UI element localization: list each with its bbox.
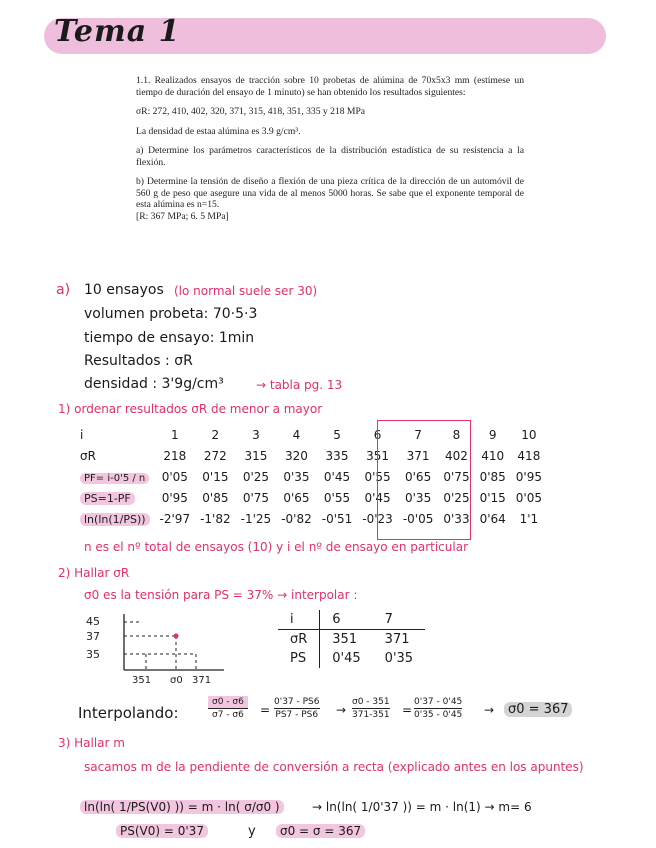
cell: 6 (320, 610, 373, 630)
table-cell: 0'35 (283, 469, 310, 484)
formula-highlight: ln(ln( 1/PS(V0) )) = m · ln( σ/σ0 ) (80, 800, 284, 814)
table-cell: 0'15 (202, 469, 229, 484)
x-tick: 351 (132, 675, 152, 685)
cell: PS (278, 649, 320, 668)
density-line: La densidad de estaa alúmina es 3.9 g/cm³. (136, 125, 301, 137)
cell: 7 (373, 610, 425, 630)
table-cell: 0'95 (515, 469, 542, 484)
row-ps (80, 487, 547, 508)
table-cell: 0'25 (443, 490, 470, 505)
resultados-line: Resultados : σR (84, 353, 193, 369)
row-i (80, 424, 547, 445)
table-cell: 9 (488, 427, 497, 442)
part-a: a) Determine los parámetros característicos de la distribución estadística de su resistencia a la flexión. (136, 145, 524, 168)
a-text: 10 ensayos (84, 282, 164, 298)
table-cell: -0'51 (321, 511, 353, 526)
frac-num: 0'37 - PS6 (274, 697, 320, 707)
table-cell: 4 (292, 427, 301, 442)
answer: [R: 367 MPa; 6. 5 MPa] (136, 210, 229, 222)
table-cell: 0'75 (443, 469, 470, 484)
part-b (136, 176, 524, 222)
pf-formula: PF= i-0'5 / n (80, 473, 149, 484)
cell: σR (278, 630, 320, 650)
frac-den: 371-351 (352, 710, 390, 720)
y-tick: 35 (86, 648, 100, 661)
table-cell: 0'95 (161, 490, 188, 505)
row-label (80, 466, 155, 487)
row-label: i (80, 427, 84, 442)
table-cell: 2 (211, 427, 220, 442)
table-cell: 0'15 (479, 490, 506, 505)
y-tick: 45 (86, 615, 100, 628)
x-tick: σ0 (170, 675, 183, 685)
lnln-formula: ln(ln(1/PS)) (80, 513, 150, 526)
table-cell: 410 (481, 448, 505, 463)
formula-1 (80, 800, 284, 814)
interpolation-graph (84, 610, 234, 685)
cell: 371 (384, 632, 410, 647)
interp-result (504, 702, 572, 717)
table-cell: 0'65 (283, 490, 310, 505)
frac-num: 0'37 - 0'45 (414, 697, 463, 707)
interp-table (278, 610, 425, 668)
s0-highlight: σ0 = σ = 367 (276, 824, 365, 838)
frac-num: σ0 - 351 (352, 697, 390, 707)
table-cell: 8 (452, 427, 461, 442)
a-label: a) (56, 282, 71, 298)
interp-frac-1 (208, 696, 248, 721)
table-cell: 0'85 (202, 490, 229, 505)
tiempo-line: tiempo de ensayo: 1min (84, 330, 255, 346)
interp-frac-2 (274, 696, 320, 721)
table-cell: -0'82 (281, 511, 312, 526)
frac-num: σ0 - σ6 (208, 696, 248, 709)
table-cell: 0'33 (443, 511, 470, 526)
highlight-box (377, 420, 471, 540)
interp-label: Interpolando: (78, 704, 179, 722)
table-cell: 402 (445, 448, 468, 463)
step2: 2) Hallar σR (58, 566, 130, 580)
n-note: n es el nº total de ensayos (10) y i el nº de ensayo en particular (84, 540, 468, 554)
step1: 1) ordenar resultados σR de menor a mayor (58, 402, 323, 416)
problem-text: 1.1. Realizados ensayos de tracción sobre 10 probetas de alúmina de 70x5x3 mm (estímese un tiempo de duración del ensayo de 1 minuto) se han obtenido los resultados siguientes: (136, 75, 524, 98)
table-cell: 0'75 (242, 490, 270, 505)
step3-text: sacamos m de la pendiente de conversión a recta (explicado antes en los apuntes) (84, 760, 584, 774)
page-title: Tema 1 (54, 14, 181, 49)
table-cell: 10 (521, 427, 537, 442)
interp-frac-4 (414, 696, 462, 721)
problem-statement (136, 75, 524, 222)
s0-value (276, 824, 365, 838)
a-note: (lo normal suele ser 30) (174, 284, 318, 298)
interp-point (174, 634, 179, 639)
densidad-line: densidad : 3'9g/cm³ (84, 376, 224, 392)
table-cell: 272 (203, 448, 227, 463)
results-line: σR: 272, 410, 402, 320, 371, 315, 418, 351, 335 y 218 MPa (136, 106, 366, 117)
equals: = (260, 703, 271, 717)
table-cell: 335 (325, 448, 349, 463)
table-cell: 418 (517, 448, 541, 463)
table-cell: -0'05 (402, 511, 434, 526)
results-table (80, 424, 547, 529)
table-cell: 218 (163, 448, 187, 463)
arrow: → (484, 703, 495, 717)
table-cell: 1 (171, 427, 179, 442)
cell: 0'35 (384, 651, 414, 666)
row-sr (80, 445, 547, 466)
cell: i (278, 610, 320, 630)
table-cell: 5 (333, 427, 341, 442)
arrow: → (336, 703, 347, 717)
volumen-line: volumen probeta: 70·5·3 (84, 306, 258, 322)
densidad-ref: → tabla pg. 13 (256, 378, 343, 392)
table-cell: 6 (373, 427, 382, 442)
x-tick: 371 (192, 675, 212, 685)
equals: = (402, 703, 413, 717)
table-cell: -1'25 (240, 511, 272, 526)
table-cell: 7 (414, 427, 422, 442)
step3: 3) Hallar m (58, 736, 125, 750)
table-cell: 0'45 (364, 490, 391, 505)
table-cell: 320 (285, 448, 308, 463)
cell: 0'45 (332, 651, 361, 666)
row-label (80, 508, 155, 529)
table-cell: 371 (406, 448, 430, 463)
table-cell: 1'1 (519, 511, 539, 526)
table-cell: 0'64 (479, 511, 506, 526)
table-cell: 0'35 (405, 490, 432, 505)
table-cell: 0'45 (323, 469, 351, 484)
table-cell: 0'05 (515, 490, 542, 505)
table-cell: 0'65 (405, 469, 432, 484)
frac-den: 0'35 - 0'45 (414, 710, 463, 720)
table-cell: 0'85 (479, 469, 506, 484)
table-cell: 315 (244, 448, 268, 463)
table-cell: -1'82 (200, 511, 231, 526)
frac-den: σ7 - σ6 (212, 710, 244, 720)
ps-v0-highlight: PS(V0) = 0'37 (116, 824, 208, 838)
step2-text: σ0 es la tensión para PS = 37% → interpolar : (84, 588, 358, 602)
frac-den: PS7 - PS6 (275, 710, 319, 720)
table-cell: 3 (252, 427, 260, 442)
row-lnln (80, 508, 547, 529)
row-pf (80, 466, 547, 487)
table-cell: 0'55 (323, 490, 351, 505)
part-b-text: b) Determine la tensión de diseño a flexión de una pieza crítica de la dirección de un automóvil de 560 g de peso que asegure una vida de al menos 5000 horas. Se sabe que el exponente temporal de esta alúmina es n=15. (136, 176, 524, 210)
cell: 351 (332, 632, 358, 647)
result-highlight: σ0 = 367 (504, 702, 572, 717)
table-cell: -2'97 (159, 511, 191, 526)
table-cell: 351 (366, 448, 389, 463)
ps-v0 (116, 824, 208, 838)
y-tick: 37 (86, 630, 100, 643)
interp-frac-3 (352, 696, 390, 721)
table-cell: 0'05 (161, 469, 188, 484)
and-word: y (248, 824, 256, 839)
row-label (80, 487, 155, 508)
table-cell: -0'23 (362, 511, 393, 526)
table-cell: 0'55 (364, 469, 391, 484)
table-cell: 0'25 (242, 469, 270, 484)
formula-2: → ln(ln( 1/0'37 )) = m · ln(1) → m= 6 (312, 800, 532, 814)
ps-formula: PS=1-PF (80, 492, 135, 505)
row-label: σR (80, 448, 96, 463)
